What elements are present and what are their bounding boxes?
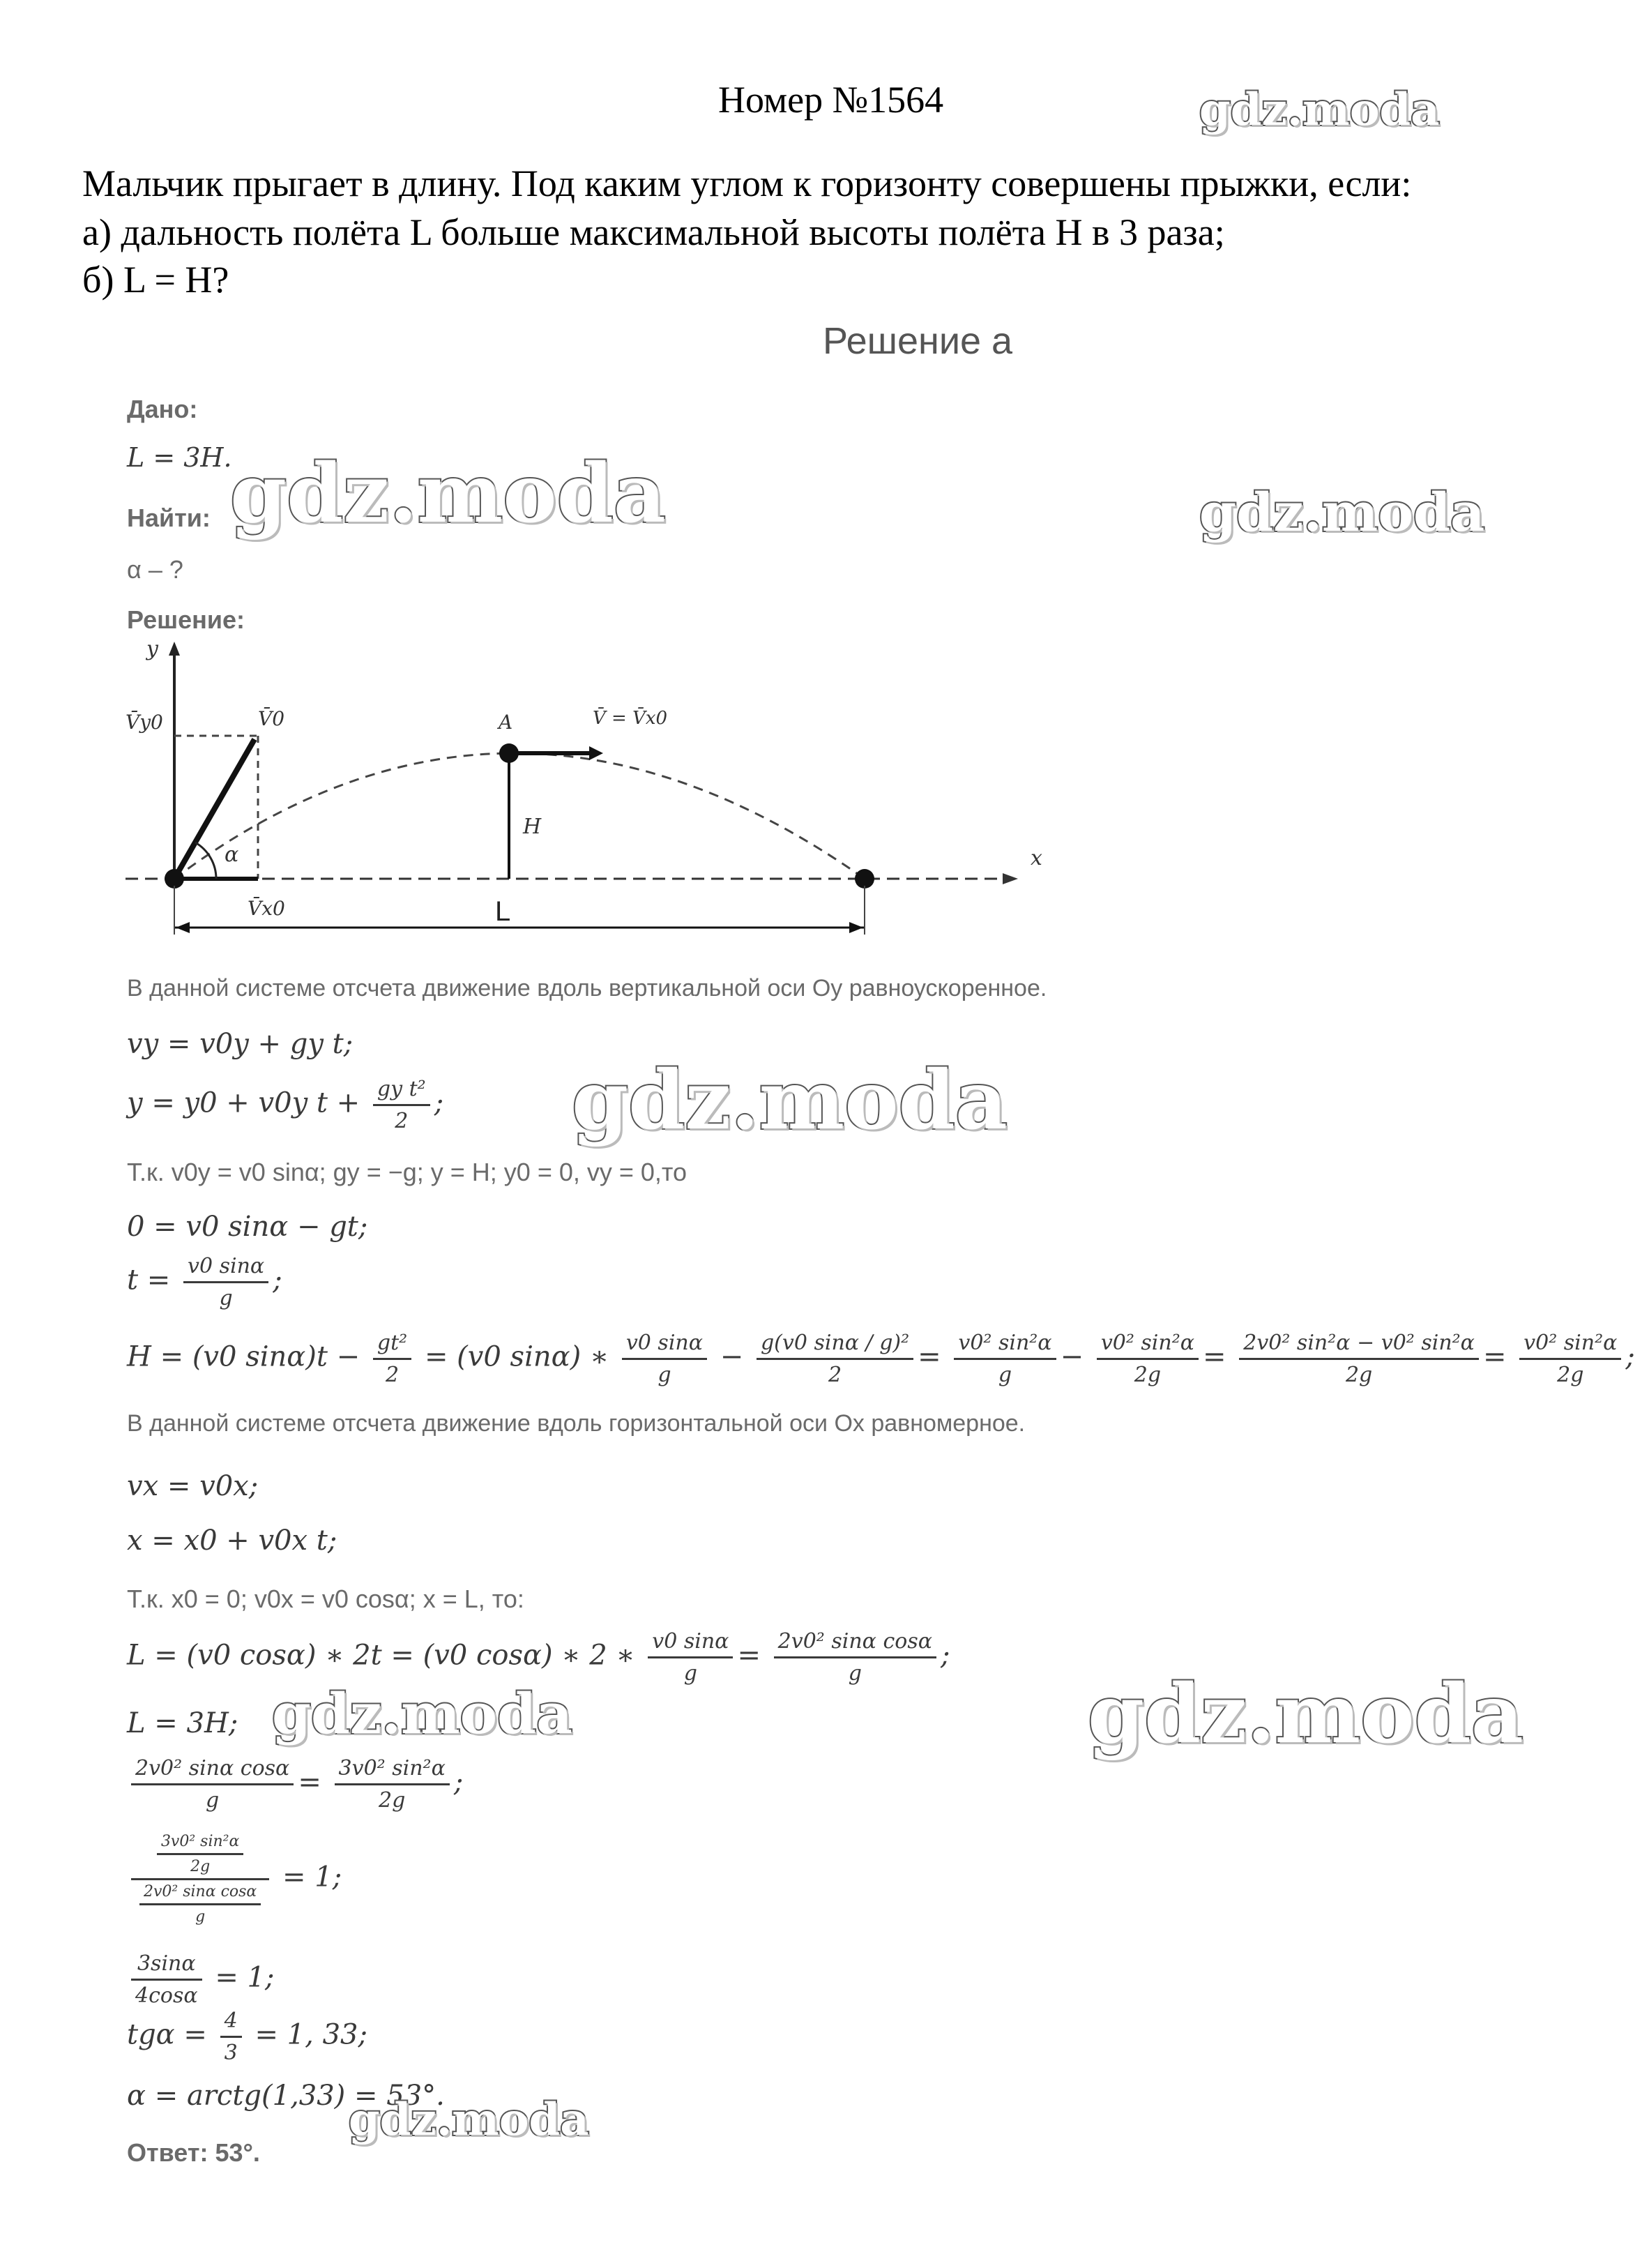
eq-tg-den: 3	[224, 2041, 238, 2065]
eq-L-fraction-1	[648, 1629, 733, 1686]
length-arrow-left	[176, 922, 190, 933]
v-at-a-label: V̄ = V̄x0	[593, 708, 668, 729]
eq-big-den-fraction	[139, 1883, 261, 1926]
eq-tg-right: = 1, 33;	[254, 2018, 367, 2051]
eq-big-numerator	[131, 1833, 269, 1880]
trajectory-path	[174, 753, 865, 879]
answer: Ответ: 53°.	[127, 2138, 260, 2167]
eq-H-f3-num: g(v0 sinα / g)²	[757, 1331, 913, 1360]
x-axis-label: x	[1031, 846, 1042, 870]
y-axis-arrow	[169, 642, 180, 656]
eq-H-f2-num: v0 sinα	[622, 1331, 707, 1360]
watermark-L: gdz.moda	[272, 1681, 572, 1746]
eq-vx: vx = v0x;	[127, 1470, 259, 1502]
angle-label: α	[225, 842, 239, 867]
page-title: Номер №1564	[718, 79, 944, 121]
eq-tg-left: tgα =	[127, 2018, 207, 2051]
eq-H-f1-num: gt²	[373, 1331, 411, 1360]
eq-H-f6-num: 2v0² sin²α − v0² sin²α	[1239, 1331, 1479, 1360]
v0-vector	[174, 739, 254, 879]
eq-x: x = x0 + v0x t;	[127, 1525, 337, 1557]
eq-L-3H: L = 3H;	[127, 1707, 238, 1739]
eq-L-part-1: L = (v0 cosα) ∗ 2t = (v0 cosα) ∗ 2 ∗	[127, 1639, 635, 1672]
vy0-label: V̄y0	[126, 711, 163, 734]
eq-ratio: $\frac{\text{2v0² sinα cosα}}{g}$ = $\frac{\text{3v0² sin²α}}{2g}$ ;	[127, 1756, 463, 1813]
solution-heading: Решение а	[823, 320, 1013, 362]
eq-L-f2-num: 2v0² sinα cosα	[774, 1629, 936, 1658]
v0-label: V̄0	[258, 707, 285, 730]
watermark-top: gdz.moda	[1199, 84, 1440, 136]
problem-line-2: а) дальность полёта L больше максимальной высоты полёта H в 3 раза;	[82, 211, 1225, 253]
y-axis-label: y	[146, 637, 158, 661]
eq-H-f5-den: 2g	[1134, 1363, 1162, 1387]
eq-H-fraction-5	[1097, 1331, 1199, 1387]
end-point	[855, 869, 874, 889]
eq-H-f4-den: g	[998, 1363, 1012, 1387]
eq-H: H = (v0 sinα)t − $\frac{\text{gt²}}{2}$ = (v0 sinα) ∗ $\frac{v0 \sin\alpha}{g}$ − $\frac{\text{g(v0 sinα / g)²}}{2}$ = $\frac{\text{v0² sin²α}}{g}$ − $\frac{\text{v0² sin²α}}{2g}$ = $\frac{\text{2v0² sin²α − v0² sin²α}}{2g}$ = $\frac{\text{v0² sin²α}}{2g}$ ;	[127, 1331, 1635, 1387]
watermark-middle: gdz.moda	[572, 1053, 1008, 1148]
eq-tk-1: Т.к. v0y = v0 sinα; gy = −g; y = H; y0 = 0, vy = 0,то	[127, 1158, 687, 1186]
eq-t: t = $\frac{v0 \sin\alpha}{g}$ ;	[127, 1254, 282, 1310]
eq-H-f6-den: 2g	[1345, 1363, 1373, 1387]
eq-tk-2: Т.к. x0 = 0; v0x = v0 cosα; x = L, то:	[127, 1585, 524, 1613]
eq-alpha: α = arctg(1,33) = 53°.	[127, 2080, 445, 2112]
eq-t-fraction	[183, 1254, 268, 1310]
problem-line-1: Мальчик прыгает в длину. Под каким углом к горизонту совершены прыжки, если:	[82, 162, 1412, 204]
eq-vy: vy = v0y + gy t;	[127, 1028, 354, 1060]
eq-H-f5-num: v0² sin²α	[1097, 1331, 1199, 1360]
eq-big-den-num: 2v0² sinα cosα	[139, 1883, 261, 1905]
find-label: Найти:	[127, 504, 211, 532]
eq-big-num-den: 2g	[190, 1858, 211, 1875]
given-value: L = 3H.	[127, 442, 232, 473]
point-a-label: A	[499, 711, 513, 734]
eq-L-f2-den: g	[848, 1661, 862, 1686]
x-axis-arrow	[1003, 873, 1018, 884]
eq-y-den: 2	[395, 1109, 409, 1133]
eq-sin-cos-fraction	[131, 1951, 202, 2008]
angle-arc	[195, 842, 216, 879]
watermark-right-top: gdz.moda	[1199, 481, 1485, 543]
eq-t-den: g	[219, 1286, 233, 1310]
eq-ratio-fraction-2	[335, 1756, 450, 1813]
height-label: H	[523, 815, 542, 839]
eq-L-f1-num: v0 sinα	[648, 1629, 733, 1658]
eq-H-fraction-6	[1239, 1331, 1479, 1387]
find-value: α – ?	[127, 555, 183, 584]
given-label: Дано:	[127, 395, 198, 423]
eq-H-f4-num: v0² sin²α	[954, 1331, 1056, 1360]
eq-H-f7-num: v0² sin²α	[1519, 1331, 1621, 1360]
watermark-given: gdz.moda	[230, 446, 666, 541]
eq-r2-num: 3v0² sin²α	[335, 1756, 450, 1785]
eq-y: y = y0 + v0y t + $\frac{\text{gy t²}}{2}$ ;	[127, 1077, 444, 1133]
v-at-a-arrow	[589, 746, 603, 760]
eq-y-fraction	[373, 1077, 430, 1133]
eq-big-num-fraction	[157, 1833, 243, 1875]
eq-sin-cos	[127, 1951, 274, 2008]
eq-ratio-fraction-1	[131, 1756, 294, 1813]
eq-s-num: 3sinα	[131, 1951, 202, 1981]
eq-L-fraction-2	[774, 1629, 936, 1686]
eq-r1-den: g	[206, 1788, 220, 1813]
eq-y-num: gy t²	[373, 1077, 430, 1106]
eq-big-fraction	[127, 1833, 342, 1926]
eq-H-fraction-1	[373, 1331, 411, 1387]
eq-L-f1-den: g	[683, 1661, 697, 1686]
eq-H-f7-den: 2g	[1557, 1363, 1584, 1387]
eq-tg	[127, 2009, 367, 2065]
eq-H-fraction-3	[757, 1331, 913, 1387]
eq-big-den-den: g	[195, 1908, 206, 1926]
eq-L: L = (v0 cosα) ∗ 2t = (v0 cosα) ∗ 2 ∗ $\frac{v0 \sin\alpha}{g}$ = $\frac{\text{2v0² sinα cosα}}{g}$ ;	[127, 1629, 950, 1686]
problem-line-3: б) L = H?	[82, 259, 229, 301]
eq-t-left: t =	[127, 1264, 171, 1296]
eq-H-f3-den: 2	[828, 1363, 842, 1387]
text-horizontal-motion: В данной системе отсчета движение вдоль горизонтальной оси Ox равномерное.	[127, 1410, 1026, 1437]
eq-H-f2-den: g	[658, 1363, 671, 1387]
eq-tg-num: 4	[220, 2009, 242, 2038]
eq-r2-den: 2g	[379, 1788, 406, 1813]
watermark-bottom: gdz.moda	[349, 2094, 589, 2146]
eq-big-fraction-outer	[131, 1833, 269, 1926]
eq-H-fraction-4	[954, 1331, 1056, 1387]
eq-big-denominator	[131, 1880, 269, 1926]
length-arrow-right	[849, 922, 863, 933]
eq-s-den: 4cosα	[135, 1983, 198, 2008]
eq-H-f1-den: 2	[386, 1363, 400, 1387]
vx0-label: V̄x0	[248, 897, 285, 920]
start-point	[165, 869, 184, 889]
eq-H-part-3: −	[720, 1340, 744, 1373]
eq-big-equals: = 1;	[282, 1861, 342, 1893]
eq-H-part-2: = (v0 sinα) ∗	[424, 1340, 609, 1373]
eq-H-fraction-2	[622, 1331, 707, 1387]
eq-H-fraction-7	[1519, 1331, 1621, 1387]
eq-big-num-num: 3v0² sin²α	[157, 1833, 243, 1855]
length-label: L	[495, 896, 511, 927]
trajectory-diagram	[112, 635, 1088, 942]
eq-y-left: y = y0 + v0y t +	[127, 1087, 360, 1119]
eq-H-part-1: H = (v0 sinα)t −	[127, 1340, 360, 1373]
eq-r1-num: 2v0² sinα cosα	[131, 1756, 294, 1785]
watermark-right-bottom: gdz.moda	[1088, 1667, 1523, 1762]
eq-t-num: v0 sinα	[183, 1254, 268, 1283]
eq-sin-cos-equals: = 1;	[215, 1961, 275, 1994]
eq-zero: 0 = v0 sinα − gt;	[127, 1211, 368, 1243]
solution-label: Решение:	[127, 605, 245, 634]
text-vertical-motion: В данной системе отсчета движение вдоль вертикальной оси Oy равноускоренное.	[127, 975, 1047, 1001]
eq-tg-fraction	[220, 2009, 242, 2065]
